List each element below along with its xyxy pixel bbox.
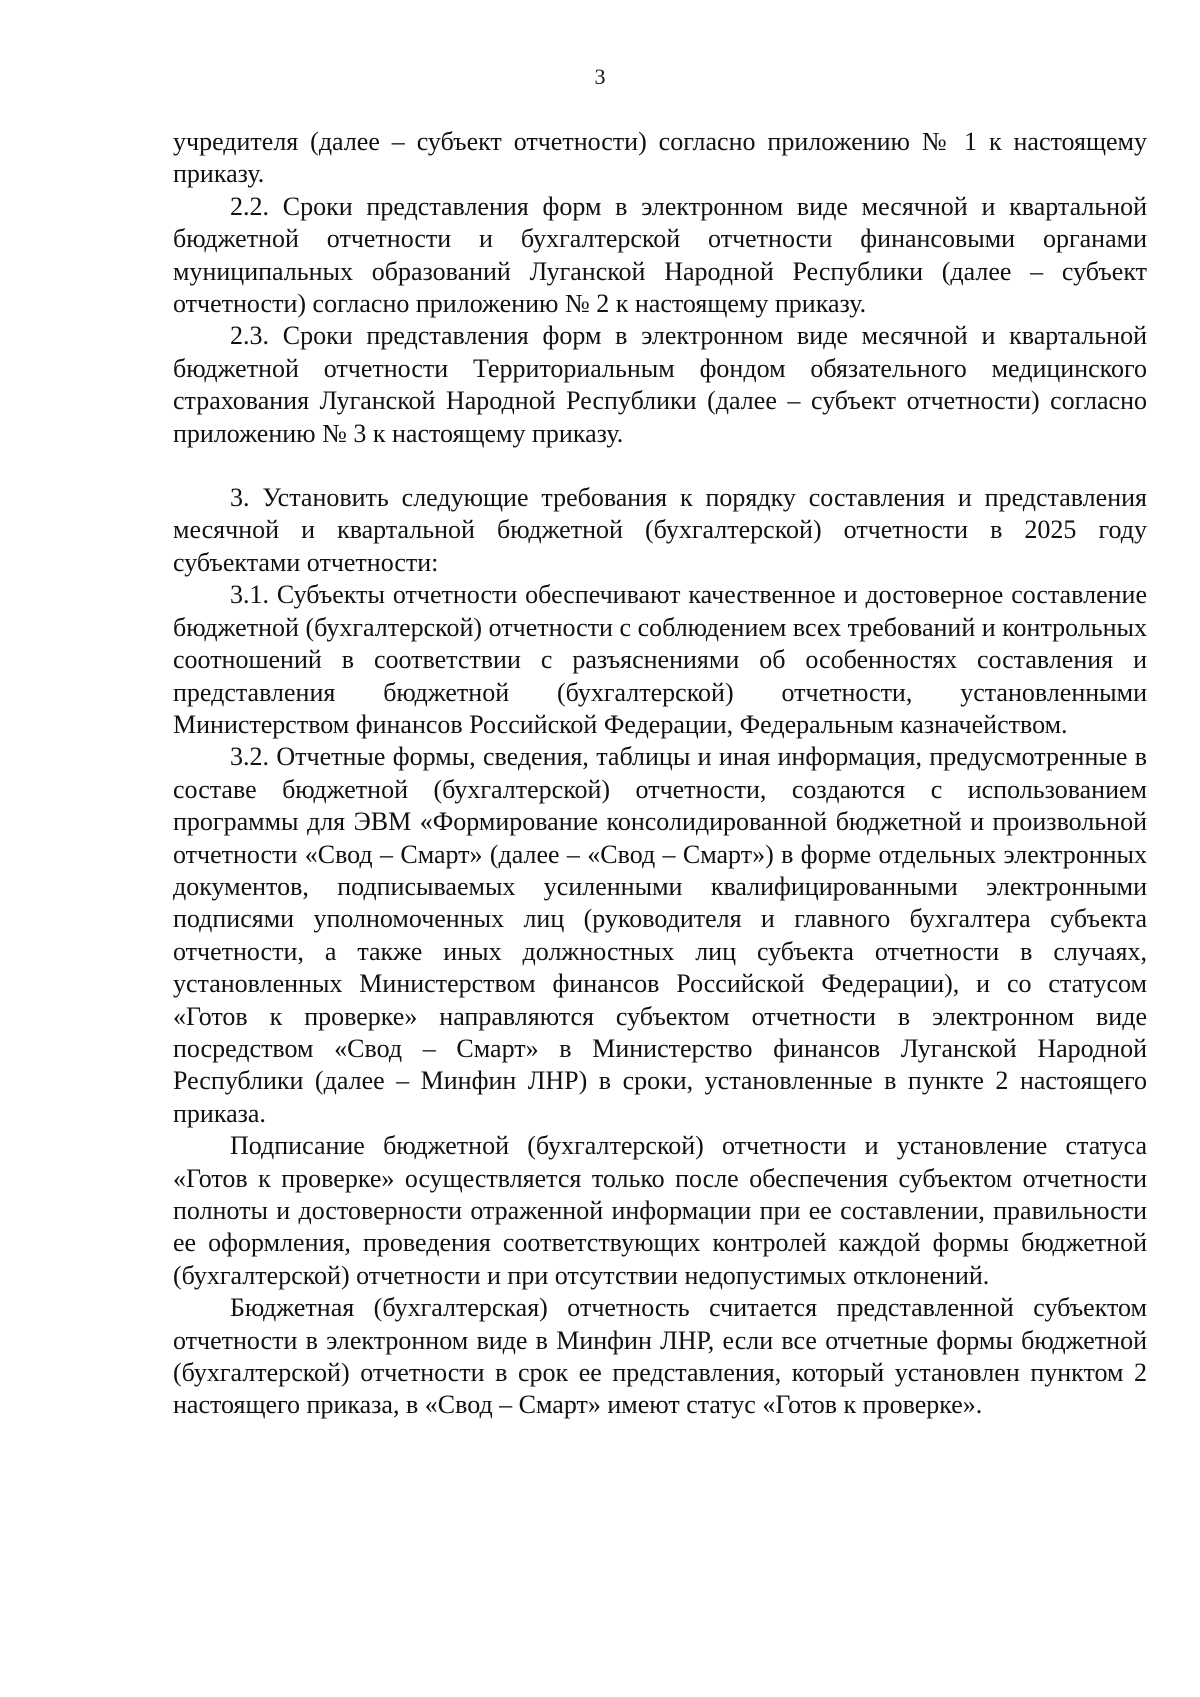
paragraph-3-1: 3.1. Субъекты отчетности обеспечивают качественное и достоверное составление бюджетной (бухгалтерской) отчетности с соблюдением всех требований и контрольных соотношений в соответствии с разъяснениями об особенностях составления и представления бюджетной (бухгалтерской) отчетности, установленными Министерством финансов Российской Федерации, Федеральным казначейством.	[173, 580, 1147, 739]
page-number: 3	[594, 64, 606, 89]
document-body	[173, 126, 1147, 1422]
paragraph-2-3: 2.3. Сроки представления форм в электронном виде месячной и квартальной бюджетной отчетности Территориальным фондом обязательного медицинского страхования Луганской Народной Республики (далее – субъект отчетности) согласно приложению № 3 к настоящему приказу.	[173, 321, 1147, 448]
paragraph-3: 3. Установить следующие требования к порядку составления и представления месячной и квартальной бюджетной (бухгалтерской) отчетности в 2025 году субъектами отчетности:	[173, 483, 1147, 577]
paragraph-2-2: 2.2. Сроки представления форм в электронном виде месячной и квартальной бюджетной отчетности и бухгалтерской отчетности финансовыми органами муниципальных образований Луганской Народной Республики (далее – субъект отчетности) согласно приложению № 2 к настоящему приказу.	[173, 191, 1147, 319]
paragraph-submission: Бюджетная (бухгалтерская) отчетность считается представленной субъектом отчетности в электронном виде в Минфин ЛНР, если все отчетные формы бюджетной (бухгалтерской) отчетности в срок ее представления, который установлен пунктом 2 настоящего приказа, в «Свод – Смарт» имеют статус «Готов к проверке».	[173, 1293, 1147, 1420]
paragraph-continuation: учредителя (далее – субъект отчетности) согласно приложению № 1 к настоящему приказу.	[173, 127, 1147, 189]
paragraph-3-2: 3.2. Отчетные формы, сведения, таблицы и иная информация, предусмотренные в составе бюджетной (бухгалтерской) отчетности, создаются с использованием программы для ЭВМ «Формирование консолидированной бюджетной и произвольной отчетности «Свод – Смарт» (далее – «Свод – Смарт») в форме отдельных электронных документов, подписываемых усиленными квалифицированными электронными подписями уполномоченных лиц (руководителя и главного бухгалтера субъекта отчетности, а также иных должностных лиц субъекта отчетности в случаях, установленных Министерством финансов Российской Федерации), и со статусом «Готов к проверке» направляются субъектом отчетности в электронном виде посредством «Свод – Смарт» в Министерство финансов Луганской Народной Республики (далее – Минфин ЛНР) в сроки, установленные в пункте 2 настоящего приказа.	[173, 742, 1147, 1128]
paragraph-signing: Подписание бюджетной (бухгалтерской) отчетности и установление статуса «Готов к проверке» осуществляется только после обеспечения субъектом отчетности полноты и достоверности отраженной информации при ее составлении, правильности ее оформления, проведения соответствующих контролей каждой формы бюджетной (бухгалтерской) отчетности и при отсутствии недопустимых отклонений.	[173, 1131, 1147, 1290]
